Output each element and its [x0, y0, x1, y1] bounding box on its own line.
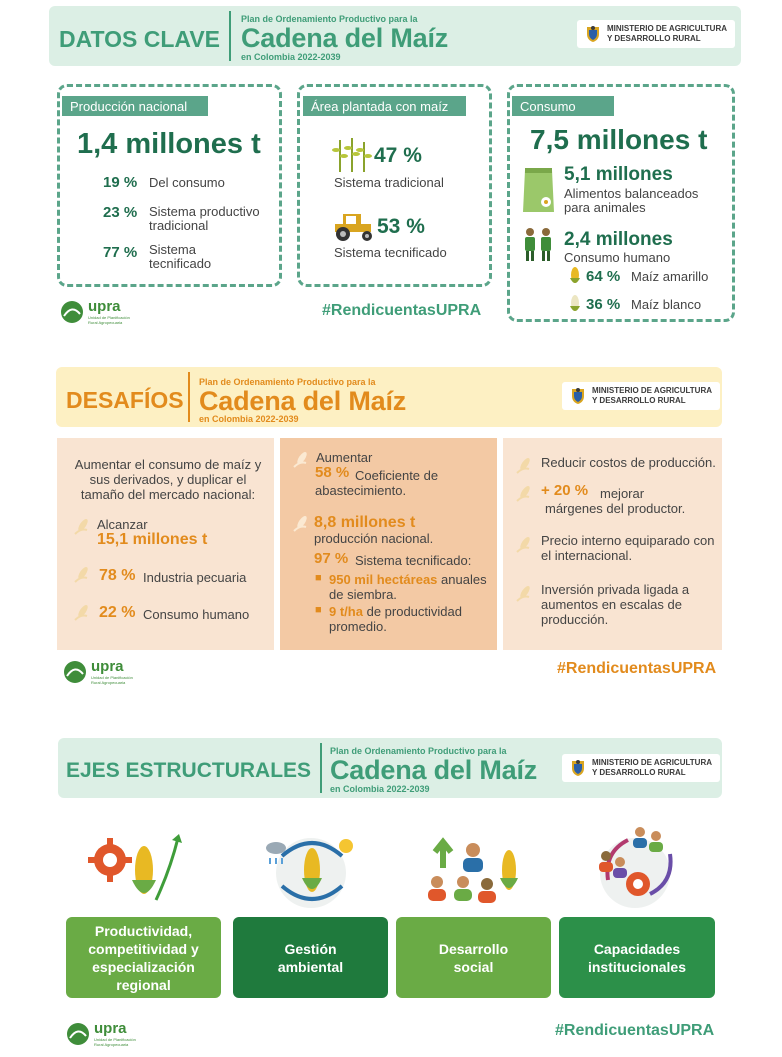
produccion-row3-label: Sistema tecnificado [149, 242, 212, 271]
col3-item1: Reducir costos de producción. [541, 455, 716, 470]
upra-logo [66, 1020, 136, 1047]
produccion-row1-pct: 19 % [103, 174, 138, 191]
eje-card-label: Gestión ambiental [277, 940, 344, 975]
col1-intro: Aumentar el consumo de maíz y sus derivados, y duplicar el tamaño del mercado nacional: [74, 457, 262, 502]
col1-alcanzar-value: 15,1 millones t [97, 531, 208, 548]
social-people-icon [423, 830, 523, 910]
col2-b1-value: 950 mil hectáreas [329, 572, 438, 587]
humano-label: Consumo humano [564, 250, 671, 265]
eje-card-label: Capacidades institucionales [587, 940, 687, 975]
ministry-line1: MINISTERIO DE AGRICULTURA [592, 758, 712, 767]
ministry-logo [562, 382, 720, 410]
area-tecnificado-label: Sistema tecnificado [334, 245, 447, 260]
upra-word: upra [88, 298, 121, 315]
alimentos-label: Alimentos balanceados para animales [564, 186, 699, 215]
environment-cycle-icon [264, 826, 360, 916]
produccion-row2-pct: 23 % [103, 204, 138, 221]
upra-sub2: Rural Agropecuaria [88, 320, 123, 325]
eje-card-institucional[interactable] [559, 917, 715, 998]
col2-tec-pct: 97 % [314, 550, 349, 567]
corn-icon [73, 604, 91, 622]
consumo-value: 7,5 millones t [530, 124, 708, 155]
col2-prod-value: 8,8 millones t [314, 514, 416, 531]
col3-item2-label: mejorar márgenes del productor. [545, 486, 686, 516]
ministry-line2: Y DESARROLLO RURAL [592, 396, 686, 405]
feed-bag-icon [522, 166, 555, 214]
upra-logo [63, 658, 133, 685]
produccion-row2-label: Sistema productivo tradicional [149, 204, 260, 233]
corn-icon [73, 518, 91, 536]
plan-subtitle: Plan de Ordenamiento Productivo para la [199, 377, 376, 387]
col1-alcanzar: Alcanzar [97, 517, 148, 532]
hashtag-2[interactable]: #RendicuentasUPRA [557, 660, 717, 677]
blanco-label: Maíz blanco [631, 297, 702, 312]
col2-aumentar: Aumentar [316, 450, 373, 465]
col2-b2-label: de productividad promedio. [329, 604, 462, 634]
col2-b2-value: 9 t/ha [329, 604, 363, 619]
upra-leaf-icon [60, 300, 84, 324]
plan-years: en Colombia 2022-2039 [241, 52, 341, 62]
yellow-corn-icon [569, 266, 581, 288]
plan-subtitle: Plan de Ordenamiento Productivo para la [241, 14, 418, 24]
col3-item3: Precio interno equiparado con el internacional. [541, 533, 715, 563]
col2-bullet1 [329, 572, 489, 602]
col2-coef-label: Coeficiente de abastecimiento. [315, 468, 439, 498]
produccion-row3-pct: 77 % [103, 244, 138, 261]
col1-humano-pct: 22 % [99, 604, 136, 621]
upra-word: upra [91, 658, 124, 675]
productivity-gear-corn-icon [86, 830, 190, 910]
datos-header-title: DATOS CLAVE [59, 26, 221, 52]
bullet-1: ■ [315, 572, 322, 584]
people-icon [522, 227, 554, 261]
ministry-line2: Y DESARROLLO RURAL [592, 768, 686, 777]
blanco-pct: 36 % [586, 296, 621, 313]
produccion-value: 1,4 millones t [77, 128, 261, 160]
amarillo-pct: 64 % [586, 268, 621, 285]
corn-plants-icon [332, 136, 372, 172]
col2-bullet2 [329, 604, 489, 634]
plan-subtitle: Plan de Ordenamiento Productivo para la [330, 746, 507, 756]
plan-title: Cadena del Maíz [241, 23, 449, 53]
corn-icon [515, 457, 533, 475]
col1-pecuaria-label: Industria pecuaria [143, 570, 247, 585]
col1-pecuaria-pct: 78 % [99, 567, 136, 584]
upra-word: upra [94, 1020, 127, 1037]
upra-logo [60, 298, 130, 325]
plan-title: Cadena del Maíz [199, 386, 407, 416]
coat-of-arms-icon [585, 25, 601, 43]
hashtag-3[interactable]: #RendicuentasUPRA [555, 1022, 715, 1039]
corn-icon [292, 451, 310, 469]
area-tradicional-label: Sistema tradicional [334, 175, 444, 190]
ministry-logo [562, 754, 720, 782]
header-divider [320, 743, 322, 793]
consumo-tag: Consumo [512, 96, 614, 116]
ministry-line1: MINISTERIO DE AGRICULTURA [607, 24, 727, 33]
upra-sub2: Rural Agropecuaria [91, 680, 126, 685]
col2-prod-label: producción nacional. [314, 531, 434, 546]
hashtag-1[interactable]: #RendicuentasUPRA [322, 302, 482, 319]
coat-of-arms-icon [570, 759, 586, 777]
col3-item4: Inversión privada ligada a aumentos en escalas de producción. [541, 582, 690, 627]
coat-of-arms-icon [570, 387, 586, 405]
eje-card-label: Productividad, competitividad y especialización regional [88, 922, 199, 993]
eje-card-productividad[interactable] [66, 917, 221, 998]
area-tradicional-pct: 47 % [374, 144, 422, 167]
upra-sub1: Unidad de Planificación [94, 1037, 136, 1042]
col2-tec-label: Sistema tecnificado: [355, 553, 472, 568]
plan-years: en Colombia 2022-2039 [199, 414, 299, 424]
col1-humano-label: Consumo humano [143, 607, 250, 622]
upra-leaf-icon [63, 660, 87, 684]
area-tag: Área plantada con maíz [303, 96, 466, 116]
datos-header-band [49, 6, 741, 66]
col3-item2-pct: + 20 % [541, 482, 589, 499]
col2-coef-pct: 58 % [315, 464, 350, 481]
ejes-header-title: EJES ESTRUCTURALES [66, 759, 312, 782]
col2-b1-label: anuales de siembra. [329, 572, 487, 602]
desafios-header-band [56, 367, 722, 427]
eje-card-social[interactable] [396, 917, 551, 998]
upra-sub1: Unidad de Planificación [91, 675, 133, 680]
header-divider [188, 372, 190, 422]
corn-icon [292, 515, 310, 533]
desafios-header-title: DESAFÍOS [66, 387, 184, 413]
area-tecnificado-pct: 53 % [377, 215, 425, 238]
tractor-icon [331, 210, 377, 242]
produccion-tag: Producción nacional [62, 96, 208, 116]
eje-card-ambiental[interactable] [233, 917, 388, 998]
ministry-logo [577, 20, 735, 48]
plan-title: Cadena del Maíz [330, 755, 538, 785]
corn-icon [73, 566, 91, 584]
eje-card-label: Desarrollo social [438, 940, 509, 975]
ministry-line2: Y DESARROLLO RURAL [607, 34, 701, 43]
upra-sub1: Unidad de Planificación [88, 315, 130, 320]
corn-icon [515, 536, 533, 554]
humano-value: 2,4 millones [564, 229, 673, 250]
plan-years: en Colombia 2022-2039 [330, 784, 430, 794]
ministry-line1: MINISTERIO DE AGRICULTURA [592, 386, 712, 395]
upra-sub2: Rural Agropecuaria [94, 1042, 129, 1047]
corn-icon [515, 585, 533, 603]
alimentos-value: 5,1 millones [564, 164, 673, 185]
bullet-2: ■ [315, 604, 322, 616]
amarillo-label: Maíz amarillo [631, 269, 709, 284]
upra-leaf-icon [66, 1022, 90, 1046]
corn-icon [515, 485, 533, 503]
institutional-capacity-icon [594, 822, 684, 912]
produccion-row1-label: Del consumo [149, 175, 225, 190]
ejes-header-band [58, 738, 722, 798]
header-divider [229, 11, 231, 61]
white-corn-icon [569, 294, 581, 316]
